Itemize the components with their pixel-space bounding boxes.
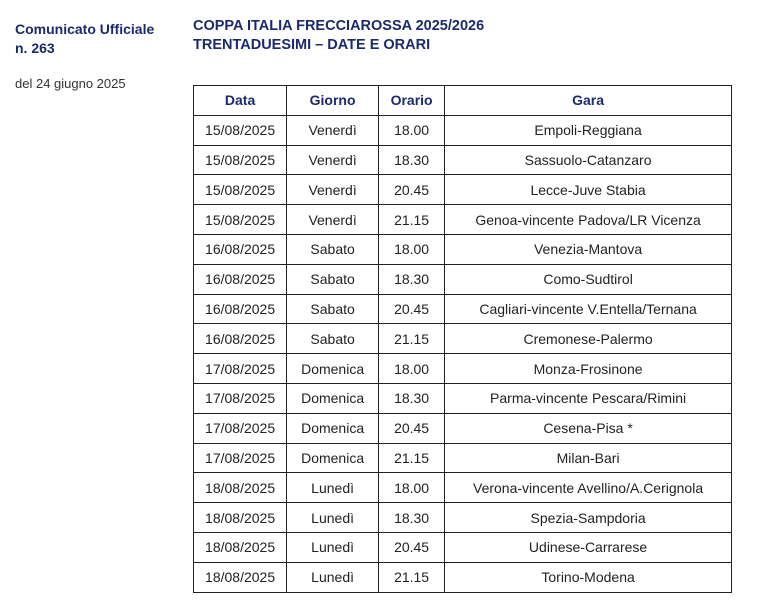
- table-header-row: [194, 86, 732, 116]
- cell-gara: Monza-Frosinone: [445, 354, 732, 384]
- comunicato-number: [15, 20, 175, 58]
- page-title: COPPA ITALIA FRECCIAROSSA 2025/2026: [193, 18, 485, 34]
- cell-gara: Cagliari-vincente V.Entella/Ternana: [445, 294, 732, 324]
- cell-gara: Udinese-Carrarese: [445, 532, 732, 562]
- cell-giorno: Domenica: [287, 443, 379, 473]
- sidebar: [15, 20, 175, 91]
- cell-data: 17/08/2025: [194, 354, 287, 384]
- table-row: [194, 532, 732, 562]
- cell-orario: 20.45: [379, 175, 445, 205]
- table-row: [194, 205, 732, 235]
- table-row: [194, 354, 732, 384]
- cell-data: 17/08/2025: [194, 383, 287, 413]
- document-header: [193, 17, 484, 55]
- cell-gara: Verona-vincente Avellino/A.Cerignola: [445, 473, 732, 503]
- cell-orario: 18.30: [379, 383, 445, 413]
- cell-gara: Empoli-Reggiana: [445, 115, 732, 145]
- cell-data: 16/08/2025: [194, 264, 287, 294]
- cell-data: 15/08/2025: [194, 145, 287, 175]
- cell-gara: Torino-Modena: [445, 562, 732, 592]
- cell-giorno: Lunedì: [287, 532, 379, 562]
- column-header-orario: Orario: [379, 86, 445, 116]
- table-row: [194, 324, 732, 354]
- cell-data: 18/08/2025: [194, 562, 287, 592]
- cell-orario: 18.30: [379, 503, 445, 533]
- cell-giorno: Sabato: [287, 264, 379, 294]
- cell-gara: Spezia-Sampdoria: [445, 503, 732, 533]
- cell-giorno: Venerdì: [287, 145, 379, 175]
- table-row: [194, 234, 732, 264]
- cell-gara: Cremonese-Palermo: [445, 324, 732, 354]
- table-row: [194, 145, 732, 175]
- table-row: [194, 473, 732, 503]
- column-header-giorno: Giorno: [287, 86, 379, 116]
- cell-data: 15/08/2025: [194, 175, 287, 205]
- cell-orario: 21.15: [379, 562, 445, 592]
- table-row: [194, 264, 732, 294]
- cell-giorno: Lunedì: [287, 503, 379, 533]
- cell-data: 18/08/2025: [194, 532, 287, 562]
- cell-gara: Cesena-Pisa *: [445, 413, 732, 443]
- cell-giorno: Sabato: [287, 294, 379, 324]
- cell-gara: Parma-vincente Pescara/Rimini: [445, 383, 732, 413]
- cell-giorno: Venerdì: [287, 175, 379, 205]
- cell-data: 17/08/2025: [194, 413, 287, 443]
- cell-data: 16/08/2025: [194, 324, 287, 354]
- cell-giorno: Venerdì: [287, 205, 379, 235]
- cell-data: 15/08/2025: [194, 205, 287, 235]
- cell-giorno: Sabato: [287, 234, 379, 264]
- cell-gara: Sassuolo-Catanzaro: [445, 145, 732, 175]
- cell-orario: 20.45: [379, 413, 445, 443]
- cell-orario: 21.15: [379, 205, 445, 235]
- comunicato-line2: n. 263: [15, 40, 55, 56]
- table-row: [194, 443, 732, 473]
- schedule-table: [193, 85, 732, 593]
- table-row: [194, 115, 732, 145]
- cell-gara: Genoa-vincente Padova/LR Vicenza: [445, 205, 732, 235]
- table-row: [194, 503, 732, 533]
- cell-gara: Lecce-Juve Stabia: [445, 175, 732, 205]
- cell-orario: 21.15: [379, 443, 445, 473]
- cell-giorno: Lunedì: [287, 473, 379, 503]
- cell-orario: 18.00: [379, 473, 445, 503]
- table-row: [194, 562, 732, 592]
- cell-data: 17/08/2025: [194, 443, 287, 473]
- page-subtitle: TRENTADUESIMI – DATE E ORARI: [193, 37, 431, 53]
- cell-orario: 20.45: [379, 532, 445, 562]
- cell-data: 16/08/2025: [194, 234, 287, 264]
- cell-giorno: Lunedì: [287, 562, 379, 592]
- cell-gara: Como-Sudtirol: [445, 264, 732, 294]
- cell-orario: 18.00: [379, 354, 445, 384]
- cell-giorno: Domenica: [287, 354, 379, 384]
- cell-orario: 18.00: [379, 234, 445, 264]
- cell-orario: 18.30: [379, 145, 445, 175]
- comunicato-line1: Comunicato Ufficiale: [15, 21, 155, 37]
- cell-data: 16/08/2025: [194, 294, 287, 324]
- table-row: [194, 413, 732, 443]
- cell-orario: 18.00: [379, 115, 445, 145]
- cell-giorno: Domenica: [287, 413, 379, 443]
- cell-orario: 18.30: [379, 264, 445, 294]
- table-body: [194, 115, 732, 592]
- table-row: [194, 294, 732, 324]
- cell-gara: Venezia-Mantova: [445, 234, 732, 264]
- column-header-gara: Gara: [445, 86, 732, 116]
- cell-giorno: Venerdì: [287, 115, 379, 145]
- table-row: [194, 175, 732, 205]
- table-row: [194, 383, 732, 413]
- cell-orario: 20.45: [379, 294, 445, 324]
- cell-gara: Milan-Bari: [445, 443, 732, 473]
- cell-data: 15/08/2025: [194, 115, 287, 145]
- cell-giorno: Domenica: [287, 383, 379, 413]
- cell-orario: 21.15: [379, 324, 445, 354]
- cell-data: 18/08/2025: [194, 473, 287, 503]
- cell-data: 18/08/2025: [194, 503, 287, 533]
- publication-date: del 24 giugno 2025: [15, 76, 126, 91]
- column-header-data: Data: [194, 86, 287, 116]
- cell-giorno: Sabato: [287, 324, 379, 354]
